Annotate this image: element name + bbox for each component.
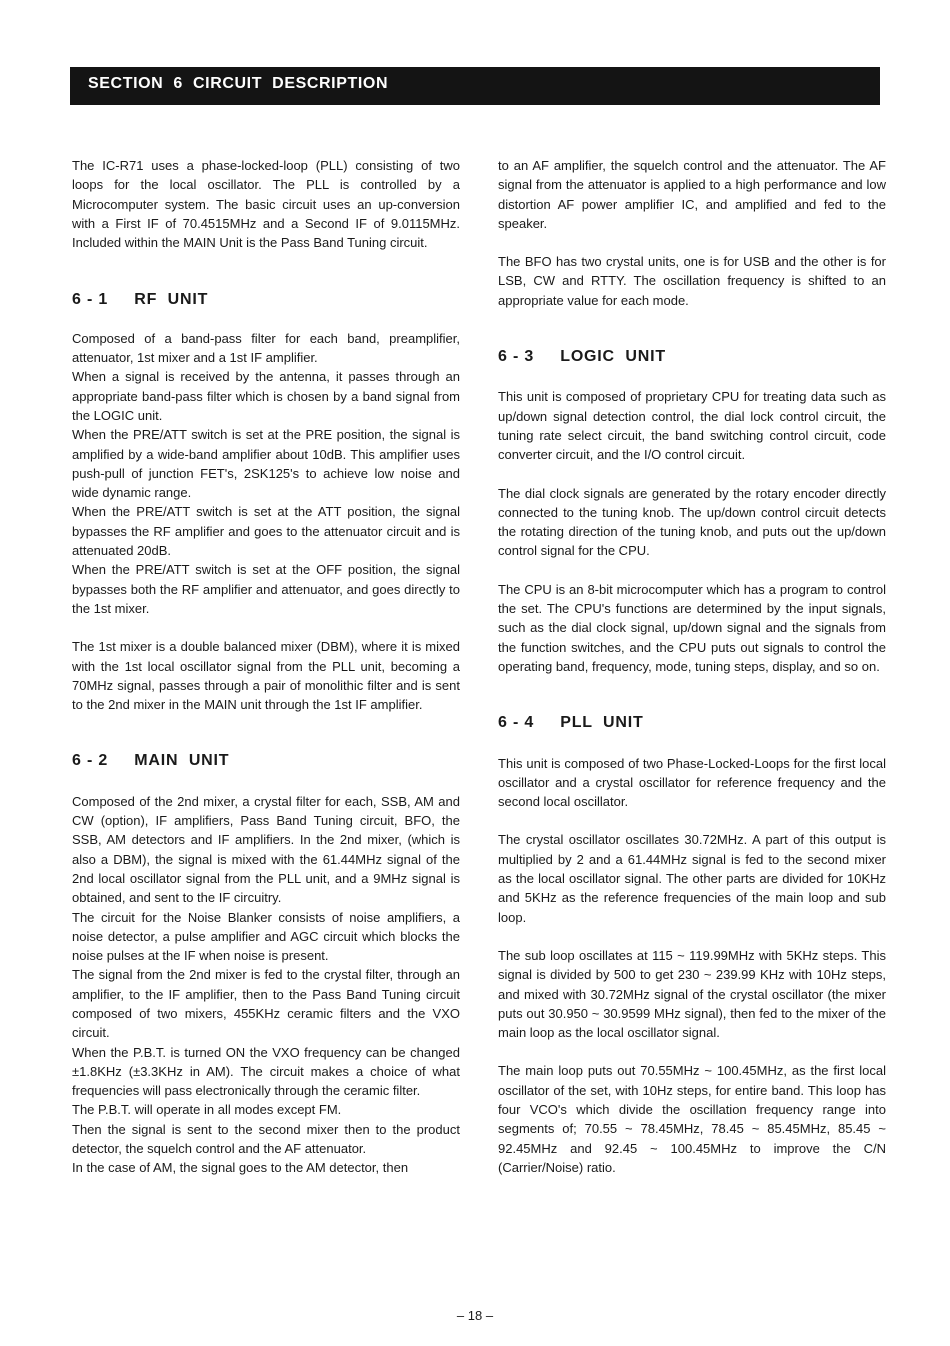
right-column <box>498 156 886 1177</box>
rf-unit-heading: 6 - 1 RF UNIT <box>72 291 209 309</box>
af-continuation-paragraph: to an AF amplifier, the squelch control and the attenuator. The AF signal from the attenuator is applied to a high performance and low distortion AF power amplifier IC, and amplified and fed to the speaker. <box>498 158 886 231</box>
rf-paragraph-2: When a signal is received by the antenna, it passes through an appropriate band-pass filter which is chosen by a band signal from the LOGIC unit. <box>72 369 460 423</box>
logic-paragraph-1: This unit is composed of proprietary CPU for treating data such as up/down signal detection control, the dial lock control circuit, the tuning rate select circuit, the band switching control circuit, code converter circuit, and the I/O control circuit. <box>498 389 886 463</box>
rf-paragraph-5: When the PRE/ATT switch is set at the OFF position, the signal bypasses both the RF amplifier and attenuator, and goes directly to the 1st mixer. <box>72 562 460 616</box>
pll-unit-heading: 6 - 4 PLL UNIT <box>498 714 644 732</box>
main-paragraph-5: The P.B.T. will operate in all modes except FM. <box>72 1102 342 1118</box>
rf-paragraph-4: When the PRE/ATT switch is set at the ATT position, the signal bypasses the RF amplifier and goes to the attenuator circuit and is attenuated 20dB. <box>72 504 460 559</box>
left-column <box>72 156 460 1178</box>
section-header-bar <box>70 67 880 105</box>
rf-paragraph-1: Composed of a band-pass filter for each band, preamplifier, attenuator, 1st mixer and a 1st IF amplifier. <box>72 330 460 366</box>
rf-paragraph-3: When the PRE/ATT switch is set at the PRE position, the signal is amplified by a wide-band amplifier about 10dB. This amplifier uses push-pull of junction FET's, 2SK125's to achieve low noise and wide dynamic range. <box>72 427 460 501</box>
section-title: SECTION 6 CIRCUIT DESCRIPTION <box>88 75 389 92</box>
main-paragraph-6: Then the signal is sent to the second mixer then to the product detector, the squelch control and the AF attenuator. <box>72 1121 460 1157</box>
main-paragraph-1: Composed of the 2nd mixer, a crystal filter for each, SSB, AM and CW (option), IF amplifiers, Pass Band Tuning circuit, BFO, the SSB, AM detectors and IF amplifiers. In the 2nd mixer, (which is also a DBM), the signal is mixed with the 61.44MHz signal of the 2nd local oscillator signal from the PLL unit, and a 9MHz signal is obtained, and sent to the IF circuitry. <box>72 793 460 906</box>
main-paragraph-3: The signal from the 2nd mixer is fed to the crystal filter, through an amplifier, to the IF amplifier, then to the Pass Band Tuning circuit composed of two mixers, 455KHz ceramic filters and the VXO circuit. <box>72 967 460 1041</box>
main-paragraph-2: The circuit for the Noise Blanker consists of noise amplifiers, a noise detector, a pulse amplifier and AGC circuit which blocks the noise pulses at the IF when noise is present. <box>72 909 460 964</box>
pll-paragraph-1: This unit is composed of two Phase-Locked-Loops for the first local oscillator and a crystal oscillator for reference frequency and the second local oscillator. <box>498 755 886 810</box>
pll-paragraph-2: The crystal oscillator oscillates 30.72MHz. A part of this output is multiplied by 2 and a 61.44MHz signal is fed to the second mixer as the local oscillator signal. The other parts are divided for 10KHz and 5KHz as the reference frequencies of the main loop and sub loop. <box>498 832 886 925</box>
logic-paragraph-3: The CPU is an 8-bit microcomputer which has a program to control the set. The CPU's functions are determined by the input signals, such as the dial clock signal, up/down signal and the signals from the function switches, and the CPU puts out signals to control the operating band, frequency, mode, tuning steps, display, and so on. <box>498 581 886 674</box>
main-paragraph-4: When the P.B.T. is turned ON the VXO frequency can be changed ±1.8KHz (±3.3KHz in AM). The circuit makes a choice of what frequencies will pass electronically through the ceramic filter. <box>72 1044 460 1099</box>
main-paragraph-7: In the case of AM, the signal goes to the AM detector, then <box>72 1160 409 1176</box>
intro-paragraph: The IC-R71 uses a phase-locked-loop (PLL) consisting of two loops for the local oscillator. The PLL is controlled by a Microcomputer system. The basic circuit uses an up-conversion with a First IF of 70.4515MHz and a Second IF of 9.0115MHz. Included within the MAIN Unit is the Pass Band Tuning circuit. <box>72 158 460 251</box>
bfo-paragraph: The BFO has two crystal units, one is for USB and the other is for LSB, CW and RTTY. The oscillation frequency is shifted to an appropriate value for each mode. <box>498 254 886 308</box>
logic-paragraph-2: The dial clock signals are generated by the rotary encoder directly connected to the tuning knob. The up/down control circuit detects the rotating direction of the tuning knob, and puts out the up/down control signal for the CPU. <box>498 485 886 559</box>
pll-paragraph-3: The sub loop oscillates at 115 ~ 119.99MHz with 5KHz steps. This signal is divided by 500 to get 230 ~ 239.99 KHz with 10Hz steps, and mixed with 30.72MHz signal of the crystal oscillator (the mixer puts out 30.950 ~ 30.9599 MHz signal), then fed to the mixer of the main loop as the local oscillator signal. <box>498 947 886 1041</box>
main-unit-heading: 6 - 2 MAIN UNIT <box>72 752 230 770</box>
rf-paragraph-6: The 1st mixer is a double balanced mixer (DBM), where it is mixed with the 1st local oscillator signal from the PLL unit, becoming a 70MHz signal, passes through a pair of monolithic filter and is sent to the 2nd mixer in the MAIN unit through the 1st IF amplifier. <box>72 639 460 713</box>
pll-paragraph-4: The main loop puts out 70.55MHz ~ 100.45MHz, as the first local oscillator of the set, with 10Hz steps, for entire band. This loop has four VCO's which divide the oscillation frequency range into segments of; 70.55 ~ 78.45MHz, 78.45 ~ 85.45MHz, 85.45 ~ 92.45MHz and 92.45 ~ 100.45MHz to improve the C/N (Carrier/Noise) ratio. <box>498 1063 886 1175</box>
logic-unit-heading: 6 - 3 LOGIC UNIT <box>498 348 666 366</box>
page-number: – 18 – <box>456 1308 494 1323</box>
